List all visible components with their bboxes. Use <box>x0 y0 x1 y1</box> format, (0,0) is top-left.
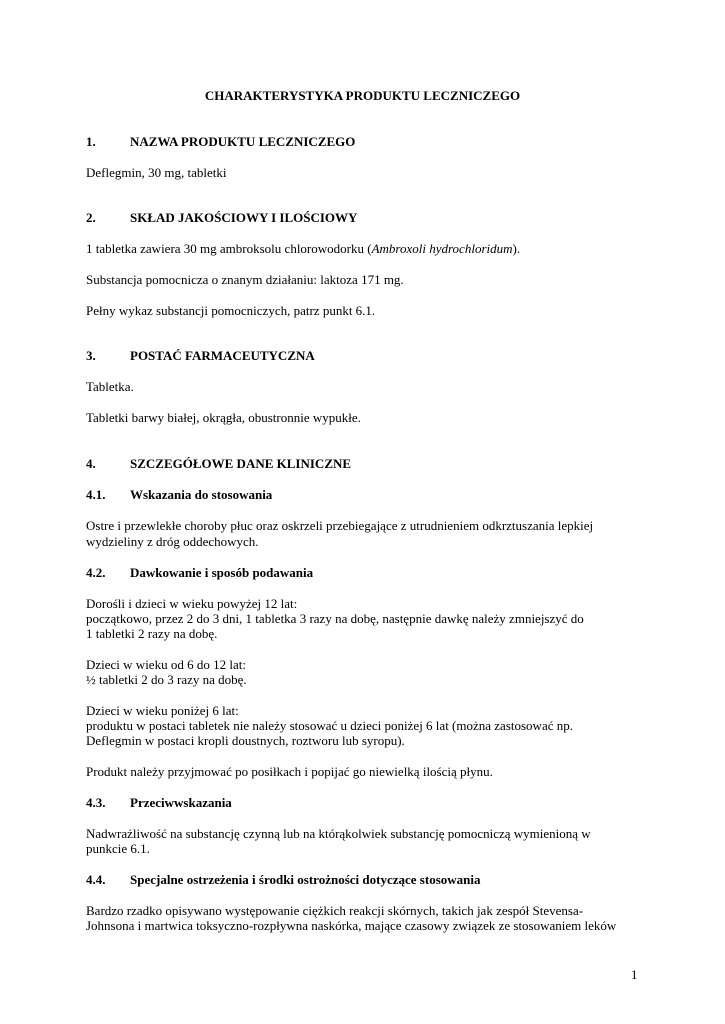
document-title: CHARAKTERYSTYKA PRODUKTU LECZNICZEGO <box>204 88 521 103</box>
section-2-number: 2. <box>86 210 96 225</box>
section-4-3-heading: Przeciwwskazania <box>130 795 232 810</box>
section-4-1-number: 4.1. <box>86 487 106 502</box>
dosage-adults-label: Dorośli i dzieci w wieku powyżej 12 lat: <box>86 596 298 611</box>
section-4-2-heading: Dawkowanie i sposób podawania <box>130 565 314 580</box>
section-4-1-line-1: Ostre i przewlekłe choroby płuc oraz oskrzeli przebiegające z utrudnieniem odkrztuszania lepkiej <box>86 518 594 533</box>
composition-post: ). <box>512 241 521 256</box>
page-number: 1 <box>631 967 638 982</box>
section-2-excipient-list: Pełny wykaz substancji pomocniczych, patrz punkt 6.1. <box>86 303 376 318</box>
section-4-number: 4. <box>86 456 96 471</box>
dosage-children-under-6-label: Dzieci w wieku poniżej 6 lat: <box>86 703 239 718</box>
section-2-excipient: Substancja pomocnicza o znanym działaniu: laktoza 171 mg. <box>86 272 404 287</box>
section-4-3-number: 4.3. <box>86 795 106 810</box>
dosage-children-6-12-label: Dzieci w wieku od 6 do 12 lat: <box>86 657 246 672</box>
section-1-number: 1. <box>86 134 96 149</box>
section-2-composition <box>86 241 520 257</box>
section-4-1-line-2: wydzieliny z dróg oddechowych. <box>86 534 259 549</box>
section-4-3-line-1: Nadwrażliwość na substancję czynną lub na którąkolwiek substancję pomocniczą wymienioną w <box>86 826 591 841</box>
section-2-heading: SKŁAD JAKOŚCIOWY I ILOŚCIOWY <box>130 210 358 225</box>
section-4-4-line-2: Johnsona i martwica toksyczno-rozpływna naskórka, mające czasowy związek ze stosowaniem leków <box>86 918 617 933</box>
section-4-4-line-1: Bardzo rzadko opisywano występowanie ciężkich reakcji skórnych, takich jak zespół Stevensa- <box>86 903 584 918</box>
dosage-children-under-6-line-2: Deflegmin w postaci kropli doustnych, roztworu lub syropu). <box>86 733 405 748</box>
dosage-children-under-6-line-1: produktu w postaci tabletek nie należy stosować u dzieci poniżej 6 lat (można zastosować np. <box>86 718 573 733</box>
section-3-number: 3. <box>86 348 96 363</box>
section-4-1-heading: Wskazania do stosowania <box>130 487 273 502</box>
section-3-description: Tabletki barwy białej, okrągła, obustronnie wypukłe. <box>86 410 361 425</box>
section-1-text: Deflegmin, 30 mg, tabletki <box>86 165 227 180</box>
composition-latin-name: Ambroxoli hydrochloridum <box>371 241 513 256</box>
section-4-2-number: 4.2. <box>86 565 106 580</box>
section-3-form: Tabletka. <box>86 379 134 394</box>
section-1-heading: NAZWA PRODUKTU LECZNICZEGO <box>130 134 356 149</box>
section-4-4-heading: Specjalne ostrzeżenia i środki ostrożności dotyczące stosowania <box>130 872 481 887</box>
dosage-children-6-12-text: ½ tabletki 2 do 3 razy na dobę. <box>86 672 247 687</box>
section-3-heading: POSTAĆ FARMACEUTYCZNA <box>130 348 315 363</box>
section-4-4-number: 4.4. <box>86 872 106 887</box>
dosage-adults-line-1: początkowo, przez 2 do 3 dni, 1 tabletka 3 razy na dobę, następnie dawkę należy zmniejszyć do <box>86 611 584 626</box>
dosage-administration: Produkt należy przyjmować po posiłkach i popijać go niewielką ilością płynu. <box>86 764 493 779</box>
section-4-heading: SZCZEGÓŁOWE DANE KLINICZNE <box>130 456 352 471</box>
composition-pre: 1 tabletka zawiera 30 mg ambroksolu chlorowodorku ( <box>86 241 372 256</box>
section-4-3-line-2: punkcie 6.1. <box>86 841 150 856</box>
dosage-adults-line-2: 1 tabletki 2 razy na dobę. <box>86 626 218 641</box>
